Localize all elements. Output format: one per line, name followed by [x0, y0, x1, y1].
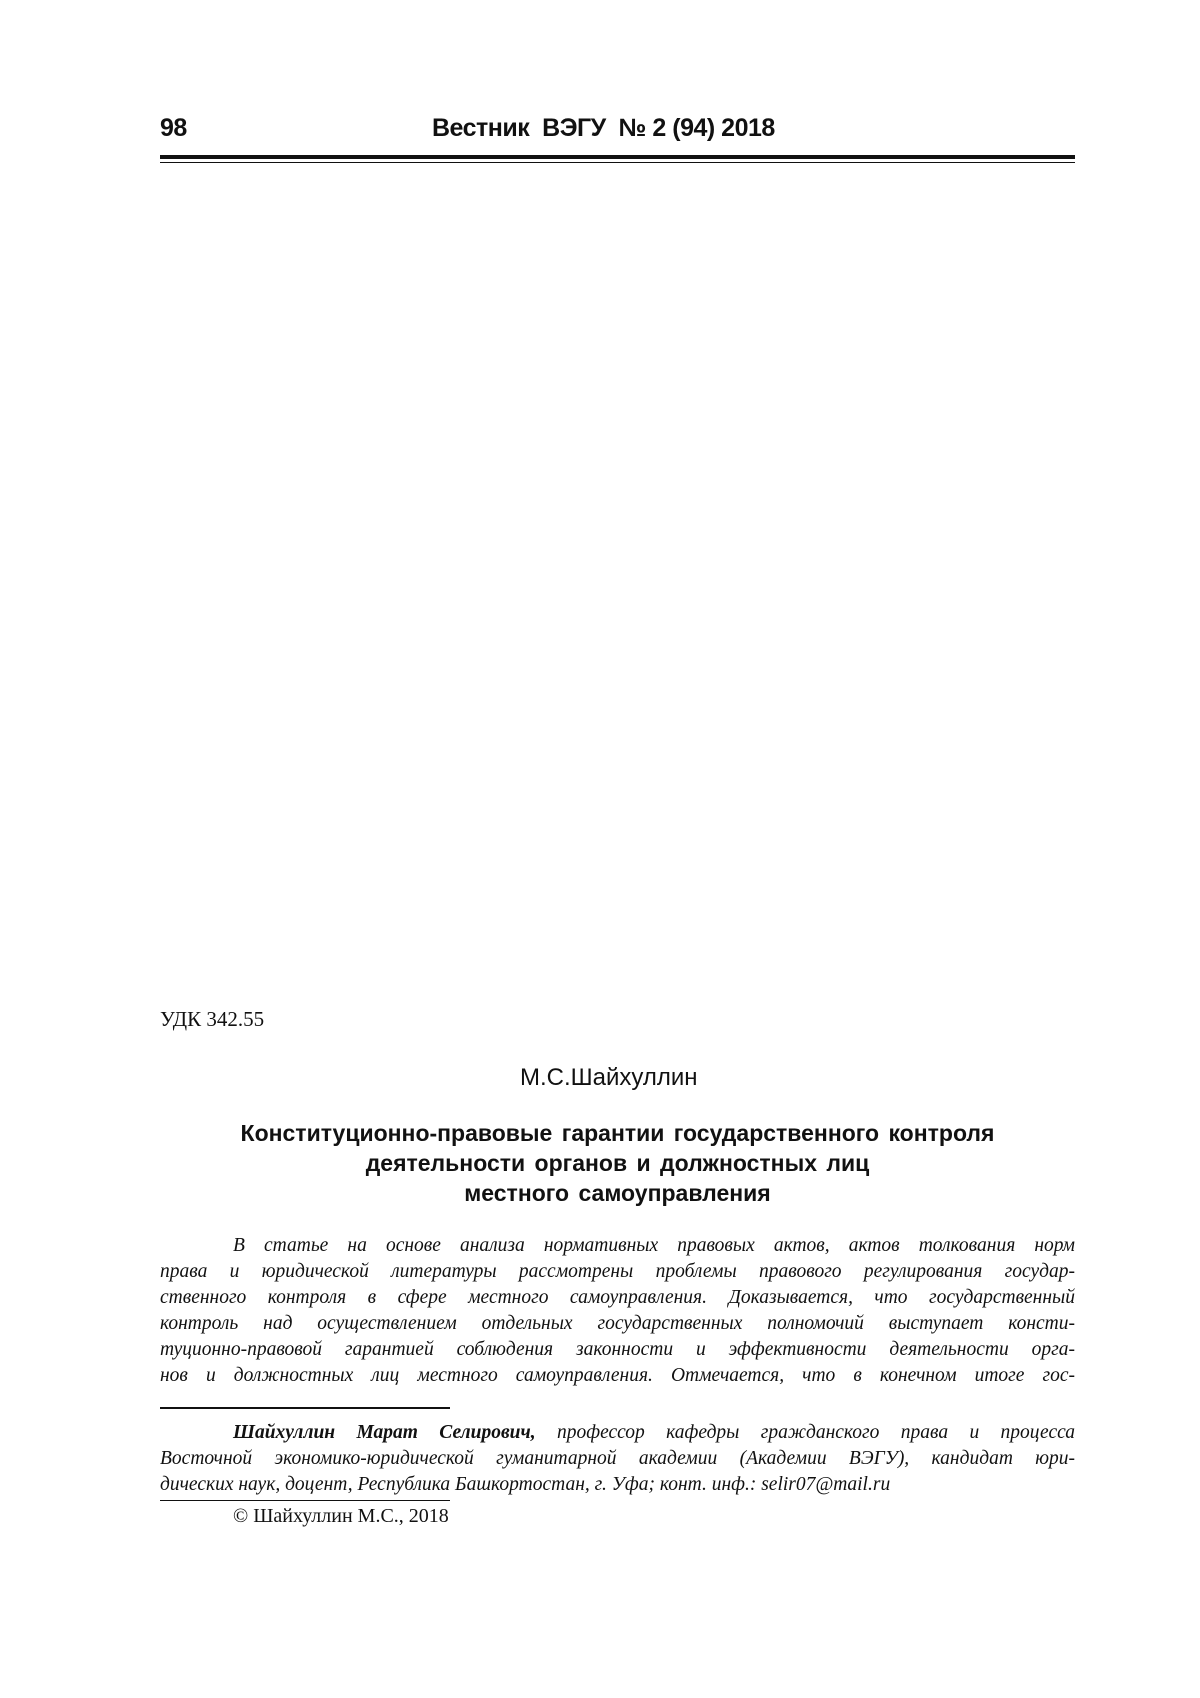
- header-rule-thick: [160, 155, 1075, 159]
- abstract-line: нов и должностных лиц местного самоуправления. Отмечается, что в конечном итоге гос-: [160, 1365, 1075, 1386]
- footnote-line: Восточной экономико-юридической гуманитарной академии (Академии ВЭГУ), кандидат юри-: [160, 1448, 1075, 1469]
- footnote-author-position: профессор кафедры гражданского права и процесса: [535, 1422, 1075, 1443]
- abstract-line: туционно-правовой гарантией соблюдения законности и эффективности деятельности орга-: [160, 1339, 1075, 1360]
- footnote-line: [160, 1420, 1075, 1446]
- copyright-separator: [160, 1500, 450, 1501]
- page-number: 98: [160, 114, 187, 142]
- article-title: [160, 1118, 1075, 1208]
- running-header: [160, 114, 1075, 154]
- article-author: М.С.Шайхуллин: [520, 1064, 698, 1091]
- copyright-notice: © Шайхуллин М.С., 2018: [233, 1505, 449, 1527]
- abstract-line: права и юридической литературы рассмотрены проблемы правового регулирования государ-: [160, 1261, 1075, 1282]
- abstract-line: В статье на основе анализа нормативных правовых актов, актов толкования норм: [233, 1235, 1075, 1256]
- journal-title: Вестник ВЭГУ № 2 (94) 2018: [432, 114, 775, 142]
- title-line: местного самоуправления: [464, 1180, 771, 1206]
- author-footnote: [160, 1420, 1075, 1498]
- header-rule-thin: [160, 162, 1075, 163]
- article-abstract: [160, 1233, 1075, 1389]
- footnote-author-name: Шайхуллин Марат Селирович,: [233, 1422, 536, 1443]
- title-line: Конституционно-правовые гарантии государственного контроля: [240, 1120, 995, 1146]
- footnote-line: дических наук, доцент, Республика Башкортостан, г. Уфа; конт. инф.: selir07@mail.ru: [160, 1474, 891, 1495]
- abstract-line: ственного контроля в сфере местного самоуправления. Доказывается, что государственный: [160, 1287, 1075, 1308]
- title-line: деятельности органов и должностных лиц: [365, 1150, 870, 1176]
- footnote-separator: [160, 1407, 450, 1409]
- abstract-line: контроль над осуществлением отдельных государственных полномочий выступает консти-: [160, 1313, 1075, 1334]
- udk-code: УДК 342.55: [160, 1007, 265, 1031]
